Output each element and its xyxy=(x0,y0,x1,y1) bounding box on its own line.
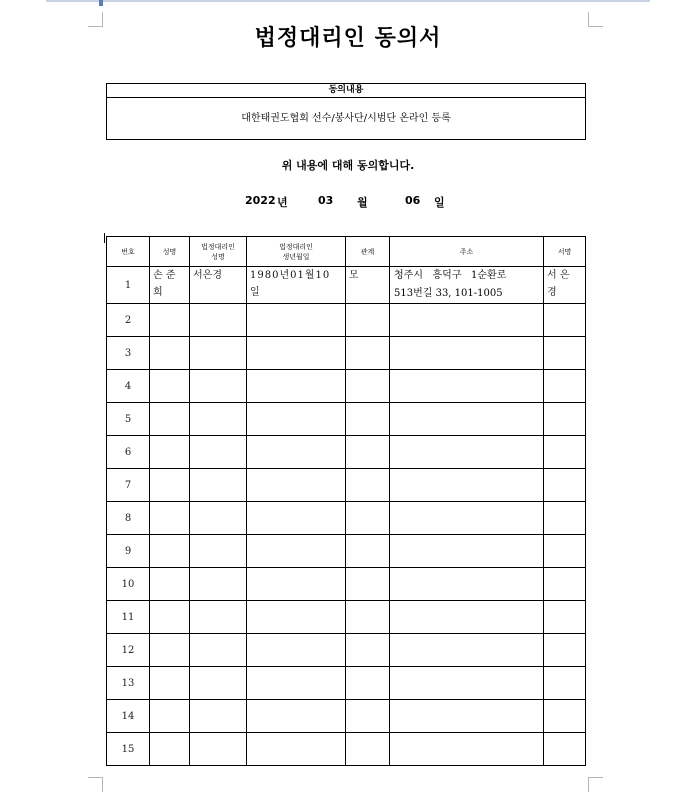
table-row xyxy=(107,337,586,370)
row-number: 11 xyxy=(107,601,150,634)
cell-address[interactable] xyxy=(390,403,544,436)
ruler-line xyxy=(46,0,650,2)
table-row xyxy=(107,568,586,601)
row-number: 3 xyxy=(107,337,150,370)
cell-address[interactable] xyxy=(390,469,544,502)
cell-signature[interactable] xyxy=(544,700,586,733)
cell-relation[interactable] xyxy=(346,337,390,370)
cell-guardian-name[interactable] xyxy=(190,535,247,568)
header-relation: 관계 xyxy=(346,237,390,267)
cell-address[interactable] xyxy=(390,667,544,700)
header-signature: 서명 xyxy=(544,237,586,267)
cell-address[interactable] xyxy=(390,568,544,601)
cell-relation[interactable] xyxy=(346,733,390,766)
guardian-table xyxy=(106,236,586,766)
table-row xyxy=(107,267,586,304)
cell-guardian-birth[interactable] xyxy=(247,667,346,700)
cell-address[interactable] xyxy=(390,436,544,469)
date-year: 2022 xyxy=(245,194,276,207)
cell-guardian-birth[interactable] xyxy=(247,370,346,403)
date-day-unit: 일 xyxy=(434,196,445,209)
row-number: 13 xyxy=(107,667,150,700)
cell-address[interactable] xyxy=(390,337,544,370)
cell-guardian-name[interactable] xyxy=(190,733,247,766)
cell-name[interactable] xyxy=(150,601,190,634)
table-row xyxy=(107,370,586,403)
document-title: 법정대리인 동의서 xyxy=(254,25,442,51)
table-row xyxy=(107,700,586,733)
cell-address[interactable] xyxy=(390,370,544,403)
header-guardian-name: 법정대리인 성명 xyxy=(190,237,247,267)
row-number: 1 xyxy=(107,267,150,304)
cell-relation[interactable] xyxy=(346,667,390,700)
cell-name[interactable]: 손 준 희 xyxy=(150,267,190,304)
row-number: 6 xyxy=(107,436,150,469)
cell-signature[interactable] xyxy=(544,601,586,634)
address-line-2: 513번길 33, 101-1005 xyxy=(394,288,503,299)
cell-guardian-birth[interactable] xyxy=(247,568,346,601)
cell-signature[interactable] xyxy=(544,667,586,700)
cell-name[interactable] xyxy=(150,403,190,436)
cell-signature[interactable] xyxy=(544,304,586,337)
cell-name[interactable] xyxy=(150,469,190,502)
crop-mark-bottom-left xyxy=(88,777,103,792)
cell-signature[interactable] xyxy=(544,502,586,535)
cell-signature[interactable] xyxy=(544,403,586,436)
cell-guardian-birth[interactable] xyxy=(247,436,346,469)
cell-signature[interactable] xyxy=(544,568,586,601)
cell-name[interactable] xyxy=(150,502,190,535)
cell-address[interactable] xyxy=(390,733,544,766)
table-row xyxy=(107,634,586,667)
date-year-unit: 년 xyxy=(277,196,288,209)
address-line-1: 청주시 흥덕구 1순환로 xyxy=(394,270,507,281)
cell-relation[interactable] xyxy=(346,568,390,601)
cell-relation[interactable] xyxy=(346,700,390,733)
cell-address[interactable] xyxy=(390,700,544,733)
cell-name[interactable] xyxy=(150,667,190,700)
cell-relation[interactable] xyxy=(346,304,390,337)
cell-address[interactable] xyxy=(390,601,544,634)
text-cursor xyxy=(104,233,105,243)
row-number: 2 xyxy=(107,304,150,337)
row-number: 4 xyxy=(107,370,150,403)
cell-guardian-name[interactable] xyxy=(190,601,247,634)
cell-name[interactable] xyxy=(150,700,190,733)
consent-text: 대한태권도협회 선수/봉사단/시범단 온라인 등록 xyxy=(241,113,451,124)
header-name: 성명 xyxy=(150,237,190,267)
cell-relation[interactable]: 모 xyxy=(346,267,390,304)
cell-name[interactable] xyxy=(150,337,190,370)
cell-guardian-name[interactable] xyxy=(190,502,247,535)
cell-guardian-birth[interactable] xyxy=(247,601,346,634)
ruler-marker xyxy=(99,0,103,6)
cell-guardian-birth[interactable] xyxy=(247,502,346,535)
cell-guardian-name[interactable] xyxy=(190,370,247,403)
cell-guardian-birth[interactable] xyxy=(247,700,346,733)
cell-address[interactable] xyxy=(390,267,544,304)
table-row xyxy=(107,502,586,535)
cell-relation[interactable] xyxy=(346,436,390,469)
cell-guardian-birth[interactable] xyxy=(247,634,346,667)
cell-address[interactable] xyxy=(390,304,544,337)
row-number: 15 xyxy=(107,733,150,766)
row-number: 12 xyxy=(107,634,150,667)
cell-relation[interactable] xyxy=(346,370,390,403)
consent-box xyxy=(106,83,586,140)
cell-signature[interactable] xyxy=(544,469,586,502)
cell-guardian-name[interactable] xyxy=(190,700,247,733)
agreement-statement: 위 내용에 대해 동의합니다. xyxy=(281,159,415,172)
cell-name[interactable] xyxy=(150,634,190,667)
cell-guardian-name[interactable] xyxy=(190,667,247,700)
cell-name[interactable] xyxy=(150,733,190,766)
cell-relation[interactable] xyxy=(346,403,390,436)
cell-signature[interactable] xyxy=(544,733,586,766)
cell-guardian-name[interactable]: 서은경 xyxy=(190,267,247,304)
row-number: 8 xyxy=(107,502,150,535)
cell-address[interactable] xyxy=(390,634,544,667)
cell-relation[interactable] xyxy=(346,601,390,634)
cell-guardian-birth[interactable] xyxy=(247,535,346,568)
cell-relation[interactable] xyxy=(346,535,390,568)
cell-guardian-name[interactable] xyxy=(190,634,247,667)
table-row xyxy=(107,733,586,766)
table-row xyxy=(107,469,586,502)
cell-address[interactable] xyxy=(390,502,544,535)
cell-signature[interactable] xyxy=(544,634,586,667)
cell-name[interactable] xyxy=(150,304,190,337)
cell-guardian-name[interactable] xyxy=(190,337,247,370)
cell-relation[interactable] xyxy=(346,634,390,667)
cell-name[interactable] xyxy=(150,370,190,403)
cell-guardian-birth[interactable] xyxy=(247,304,346,337)
cell-name[interactable] xyxy=(150,535,190,568)
table-row xyxy=(107,535,586,568)
table-row xyxy=(107,601,586,634)
date-month-unit: 월 xyxy=(357,196,368,209)
cell-relation[interactable] xyxy=(346,502,390,535)
date-month: 03 xyxy=(318,194,334,207)
date-day: 06 xyxy=(405,194,421,207)
header-address: 주소 xyxy=(390,237,544,267)
header-number: 번호 xyxy=(107,237,150,267)
cell-guardian-name[interactable] xyxy=(190,436,247,469)
table-row xyxy=(107,667,586,700)
cell-signature[interactable] xyxy=(544,370,586,403)
cell-name[interactable] xyxy=(150,436,190,469)
row-number: 14 xyxy=(107,700,150,733)
cell-address[interactable] xyxy=(390,535,544,568)
row-number: 10 xyxy=(107,568,150,601)
table-row xyxy=(107,403,586,436)
table-header-row xyxy=(107,237,586,267)
crop-mark-bottom-right xyxy=(588,777,603,792)
consent-heading: 동의내용 xyxy=(107,84,585,98)
cell-guardian-name[interactable] xyxy=(190,568,247,601)
cell-relation[interactable] xyxy=(346,469,390,502)
cell-signature[interactable] xyxy=(544,535,586,568)
cell-guardian-birth[interactable] xyxy=(247,469,346,502)
row-number: 7 xyxy=(107,469,150,502)
cell-guardian-birth[interactable] xyxy=(247,733,346,766)
cell-guardian-birth[interactable] xyxy=(247,337,346,370)
cell-signature[interactable] xyxy=(544,337,586,370)
cell-signature[interactable] xyxy=(544,436,586,469)
cell-guardian-birth[interactable]: 1980년01월10 일 xyxy=(247,267,346,304)
cell-name[interactable] xyxy=(150,568,190,601)
cell-guardian-name[interactable] xyxy=(190,304,247,337)
header-guardian-birth: 법정대리인 생년월일 xyxy=(247,237,346,267)
cell-signature[interactable]: 서 은 경 xyxy=(544,267,586,304)
table-row xyxy=(107,304,586,337)
row-number: 5 xyxy=(107,403,150,436)
cell-guardian-birth[interactable] xyxy=(247,403,346,436)
row-number: 9 xyxy=(107,535,150,568)
cell-guardian-name[interactable] xyxy=(190,469,247,502)
cell-guardian-name[interactable] xyxy=(190,403,247,436)
table-row xyxy=(107,436,586,469)
